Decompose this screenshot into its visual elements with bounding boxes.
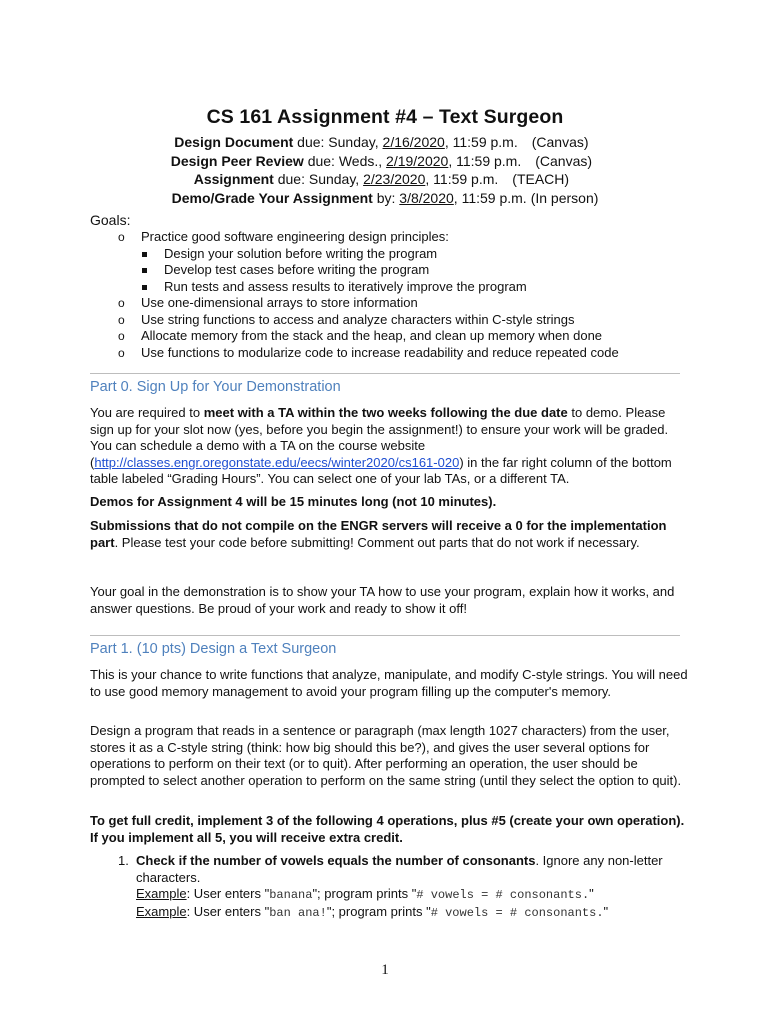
operation-item-1: 1. Check if the number of vowels equals the number of consonants. Ignore any non-letter characters. Example: User enters "banana"; program prints "# vowels = # consonants." Example: User enters "ban ana!"; program prints "# vowels = # consonants." xyxy=(118,853,678,921)
circle-bullet-icon: o xyxy=(118,312,125,327)
due-line-assignment: Assignment due: Sunday, 2/23/2020, 11:59 p.m. (TEACH) xyxy=(193,171,570,187)
due-line-peer-review: Design Peer Review due: Weds., 2/19/2020, 11:59 p.m. (Canvas) xyxy=(170,152,593,169)
square-bullet-icon xyxy=(142,252,147,257)
part1-heading: Part 1. (10 pts) Design a Text Surgeon xyxy=(90,641,337,657)
goal-subitem: Run tests and assess results to iteratively improve the program xyxy=(118,279,619,296)
part0-paragraph-1: You are required to meet with a TA within the two weeks following the due date to demo. Please sign up for your slot now (yes, before you begin the assignment!) to ensure your work will be graded. You can schedule a demo with a TA on the course website (http://classes.engr.oregonstate.edu/eecs/winter2020/cs161-020) in the far right column of the bottom table labeled “Grading Hours”. You can select one of your lab TAs, or a different TA. xyxy=(90,405,672,486)
example-line: Example: User enters "banana"; program prints "# vowels = # consonants." xyxy=(136,886,594,902)
part0-paragraph-2: Demos for Assignment 4 will be 15 minutes long (not 10 minutes). xyxy=(90,494,497,509)
circle-bullet-icon: o xyxy=(118,329,125,343)
goal-subitem: Design your solution before writing the program xyxy=(118,246,619,263)
goal-item: o Use functions to modularize code to increase readability and reduce repeated code xyxy=(118,344,619,360)
goal-item: o Use one-dimensional arrays to store information xyxy=(118,295,418,310)
course-website-link[interactable]: http://classes.engr.oregonstate.edu/eecs/winter2020/cs161-020 xyxy=(94,454,460,470)
part1-paragraph-2: Design a program that reads in a sentence or paragraph (max length 1027 characters) from the user, stores it as a C-style string (think: how big should this be?), and gives the user several options for operations to perform on their text (or to quit). After performing an operation, the user should be prompted to select another operation to perform on the same string (until they select the option to quit). xyxy=(90,723,682,788)
part0-paragraph-4: Your goal in the demonstration is to show your TA how to use your program, explain how it works, and answer questions. Be proud of your work and ready to show it off! xyxy=(90,584,675,616)
due-line-demo: Demo/Grade Your Assignment by: 3/8/2020, 11:59 p.m. (In person) xyxy=(171,189,599,206)
part0-paragraph-3: Submissions that do not compile on the ENGR servers will receive a 0 for the implementation part. Please test your code before submitting! Comment out parts that do not work if necessary. xyxy=(90,518,667,550)
goal-item: o Allocate memory from the stack and the heap, and clean up memory when done xyxy=(118,328,603,343)
square-bullet-icon xyxy=(142,268,147,273)
due-dates xyxy=(0,133,770,207)
page-number: 1 xyxy=(381,962,389,978)
goals-label: Goals: xyxy=(90,212,131,228)
goal-subitem: Develop test cases before writing the program xyxy=(118,262,619,279)
document-title: CS 161 Assignment #4 – Text Surgeon xyxy=(206,106,564,128)
example-line: Example: User enters "ban ana!"; program prints "# vowels = # consonants." xyxy=(136,903,609,920)
square-bullet-icon xyxy=(142,285,147,290)
goal-item: o Use string functions to access and analyze characters within C-style strings xyxy=(118,311,575,327)
circle-bullet-icon: o xyxy=(118,345,125,360)
section-divider xyxy=(90,373,680,374)
goal-item: o Practice good software engineering design principles: xyxy=(118,229,449,244)
due-line-design-document: Design Document due: Sunday, 2/16/2020, 11:59 p.m. (Canvas) xyxy=(174,134,589,150)
part1-paragraph-3: To get full credit, implement 3 of the following 4 operations, plus #5 (create your own operation). If you implement all 5, you will receive extra credit. xyxy=(90,813,685,845)
part1-paragraph-1: This is your chance to write functions that analyze, manipulate, and modify C-style strings. You will need to use good memory management to avoid your program filling up the computer's memory. xyxy=(90,667,688,699)
circle-bullet-icon: o xyxy=(118,296,125,310)
circle-bullet-icon: o xyxy=(118,230,125,244)
goals-list xyxy=(118,229,619,361)
part0-heading: Part 0. Sign Up for Your Demonstration xyxy=(90,379,341,395)
section-divider xyxy=(90,635,680,636)
